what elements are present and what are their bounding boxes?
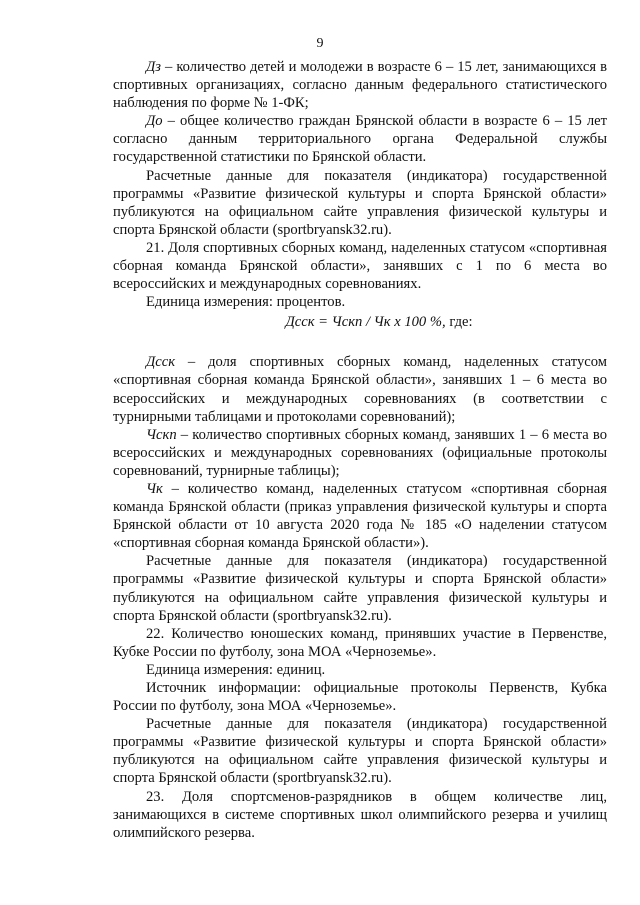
paragraph-unit-count: Единица измерения: единиц. (146, 661, 326, 678)
paragraph-calc-data-1: Расчетные данные для показателя (индикатора) государственной программы «Развитие физической культуры и спорта Брянской области» публикуются на официальном сайте управления физической культуры и спорта Брянской области (sportbryansk32.ru). (113, 167, 607, 238)
page-number: 9 (316, 36, 324, 51)
symbol-chk: Чк (146, 480, 163, 497)
formula-expression: Дсск = Чскп / Чк х 100 %, (285, 314, 446, 331)
spacer (113, 331, 607, 353)
paragraph-text: – общее количество граждан Брянской области в возрасте 6 – 15 лет согласно данным территориального органа Федеральной службы государственной статистики по Брянской области. (113, 113, 607, 166)
paragraph-item-23: 23. Доля спортсменов-разрядников в общем количестве лиц, занимающихся в системе спортивных школ олимпийского резерва и училищ олимпийского резерва. (113, 788, 607, 841)
paragraph-dssk-definition (113, 353, 607, 425)
document-body (113, 58, 607, 842)
paragraph-dz-definition (113, 58, 607, 112)
symbol-do: До (146, 113, 163, 130)
paragraph-calc-data-2: Расчетные данные для показателя (индикатора) государственной программы «Развитие физической культуры и спорта Брянской области» публикуются на официальном сайте управления физической культуры и спорта Брянской области (sportbryansk32.ru). (113, 553, 607, 624)
symbol-chskp: Чскп (146, 426, 177, 443)
paragraph-chk-definition (113, 480, 607, 552)
paragraph-chskp-definition (113, 426, 607, 480)
symbol-dz: Дз (146, 59, 161, 75)
formula (113, 313, 607, 331)
paragraph-text: – количество детей и молодежи в возрасте 6 – 15 лет, занимающихся в спортивных организациях, согласно данным федерального статистического наблюдения по форме № 1-ФК; (113, 59, 607, 112)
paragraph-text: – доля спортивных сборных команд, наделенных статусом «спортивная сборная команда Брянской области», занявших 1 – 6 места во всероссийских и международных соревнованиях (в соответствии с турнирными таблицами и протоколами соревнований); (113, 354, 607, 425)
paragraph-item-22: 22. Количество юношеских команд, принявших участие в Первенстве, Кубке России по футболу, зона МОА «Черноземье». (113, 625, 607, 660)
paragraph-item-21: 21. Доля спортивных сборных команд, наделенных статусом «спортивная сборная команда Брянской области», занявших с 1 по 6 места во всероссийских и международных соревнованиях. (113, 239, 607, 293)
paragraph-text: – количество спортивных сборных команд, занявших 1 – 6 места во всероссийских и международных соревнованиях (официальные протоколы соревнований, турнирные таблицы); (113, 426, 607, 479)
paragraph-unit-percent: Единица измерения: процентов. (146, 294, 346, 311)
paragraph-source: Источник информации: официальные протоколы Первенств, Кубка России по футболу, зона МОА «Черноземье». (113, 680, 607, 715)
formula-tail: где: (445, 314, 473, 331)
symbol-dssk: Дсск (146, 354, 176, 371)
paragraph-text: – количество команд, наделенных статусом «спортивная сборная команда Брянской области (приказ управления физической культуры и спорта Брянской области от 10 августа 2020 года № 185 «О наделении статусом «спортивная сборная команда Брянской области»). (113, 480, 607, 552)
paragraph-do-definition (113, 112, 607, 166)
paragraph-calc-data-3: Расчетные данные для показателя (индикатора) государственной программы «Развитие физической культуры и спорта Брянской области» публикуются на официальном сайте управления физической культуры и спорта Брянской области (sportbryansk32.ru). (113, 716, 607, 787)
